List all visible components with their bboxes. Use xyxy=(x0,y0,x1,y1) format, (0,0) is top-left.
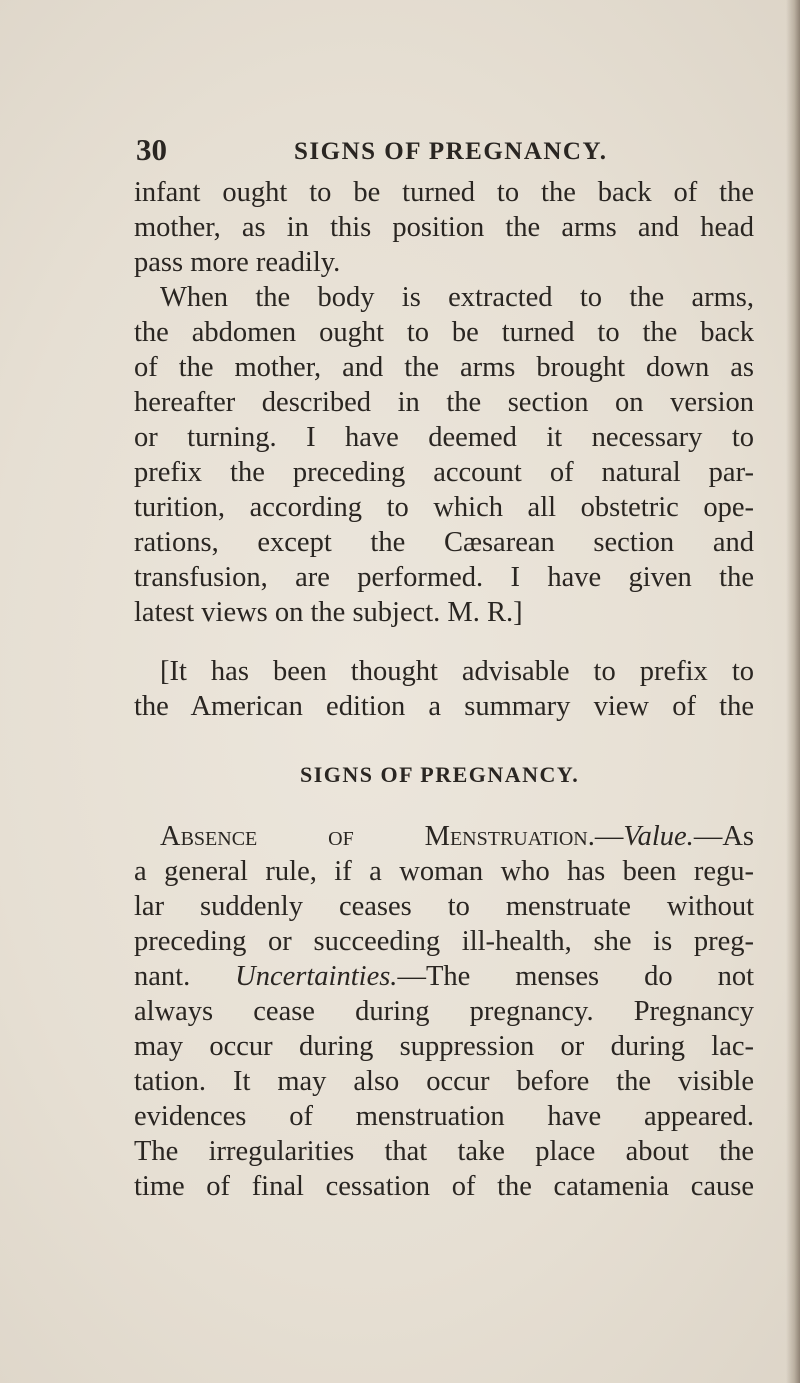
text-line: of the mother, and the arms brought down as xyxy=(134,352,754,383)
text-line: transfusion, are performed. I have given the xyxy=(134,562,754,593)
text-line: rations, except the Cæsarean section and xyxy=(134,527,754,558)
text-line-mixed xyxy=(134,960,754,993)
page-number: 30 xyxy=(136,132,167,167)
text-line: a general rule, if a woman who has been regu- xyxy=(134,856,754,887)
lead-italic: Value. xyxy=(623,821,694,852)
text-line: prefix the preceding account of natural par- xyxy=(134,457,754,488)
text-line: time of final cessation of the catamenia cause xyxy=(134,1171,754,1202)
page-header xyxy=(136,132,656,172)
text-line: infant ought to be turned to the back of the xyxy=(134,177,754,208)
page-edge-shadow xyxy=(786,0,800,1383)
text-line: hereafter described in the section on version xyxy=(134,387,754,418)
text-line: pass more readily. xyxy=(134,247,341,278)
uncertainties-italic: Uncertainties. xyxy=(235,961,398,992)
text-line: evidences of menstruation have appeared. xyxy=(134,1101,754,1132)
lead-rest: —As xyxy=(693,821,754,852)
lead-heading: Absence of Menstruation. xyxy=(160,821,595,852)
nant-post: —The menses do not xyxy=(397,961,754,992)
text-line: lar suddenly ceases to menstruate without xyxy=(134,891,754,922)
text-line: or turning. I have deemed it necessary to xyxy=(134,422,754,453)
text-line: turition, according to which all obstetric ope- xyxy=(134,492,754,523)
text-line: [It has been thought advisable to prefix to xyxy=(160,656,754,687)
text-line: the American edition a summary view of the xyxy=(134,691,754,722)
text-line: The irregularities that take place about the xyxy=(134,1136,754,1167)
text-line: preceding or succeeding ill-health, she is preg- xyxy=(134,926,754,957)
text-line-lead xyxy=(160,820,754,853)
section-heading: SIGNS OF PREGNANCY. xyxy=(300,762,580,787)
text-line: tation. It may also occur before the visible xyxy=(134,1066,754,1097)
text-line: mother, as in this position the arms and head xyxy=(134,212,754,243)
text-line: the abdomen ought to be turned to the back xyxy=(134,317,754,348)
text-line: When the body is extracted to the arms, xyxy=(160,282,754,313)
running-head: SIGNS OF PREGNANCY. xyxy=(294,138,608,165)
lead-dash: — xyxy=(594,821,624,852)
nant-pre: nant. xyxy=(134,961,236,992)
text-line: always cease during pregnancy. Pregnancy xyxy=(134,996,754,1027)
text-line: latest views on the subject. M. R.] xyxy=(134,597,523,628)
text-line: may occur during suppression or during lac- xyxy=(134,1031,754,1062)
